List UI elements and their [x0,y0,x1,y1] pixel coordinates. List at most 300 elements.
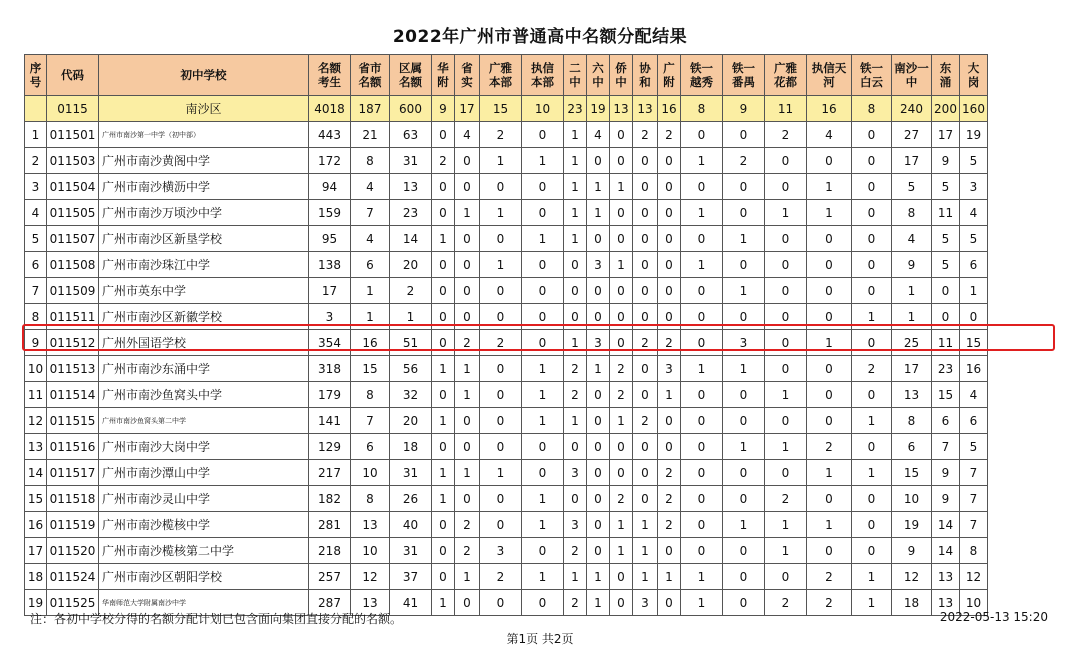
table-row [25,356,988,382]
table-cell: 0 [681,460,723,486]
table-cell: 1 [723,434,765,460]
table-cell: 31 [390,538,432,564]
table-cell: 182 [309,486,351,512]
table-cell: 0 [807,538,852,564]
table-cell: 0 [610,564,633,590]
table-cell: 2 [564,590,587,616]
table-cell: 2 [610,382,633,408]
table-cell: 8 [351,382,390,408]
table-cell: 1 [480,200,522,226]
table-cell: 19 [960,122,988,148]
table-cell: 1 [807,460,852,486]
table-cell: 2 [633,408,658,434]
table-cell: 56 [390,356,432,382]
table-cell: 1 [807,174,852,200]
table-cell: 0 [480,278,522,304]
table-cell: 0 [765,226,807,252]
table-cell: 6 [960,408,988,434]
table-cell: 1 [564,122,587,148]
table-row [25,200,988,226]
table-cell: 0 [633,148,658,174]
table-cell: 1 [564,200,587,226]
table-cell: 0 [455,226,480,252]
table-cell: 3 [633,590,658,616]
summary-cell: 23 [564,96,587,122]
table-cell: 0 [681,408,723,434]
table-cell: 0 [658,590,681,616]
table-cell: 0 [658,434,681,460]
table-cell: 0 [723,252,765,278]
table-cell: 1 [852,460,892,486]
school-name-cell: 广州市南沙第一中学（初中部） [99,122,309,148]
table-cell: 0 [723,200,765,226]
table-cell: 138 [309,252,351,278]
table-cell: 2 [658,122,681,148]
table-cell: 1 [610,408,633,434]
table-cell: 7 [960,486,988,512]
table-cell: 0 [681,174,723,200]
table-row [25,460,988,486]
column-header: 铁一 白云 [852,55,892,96]
table-cell: 37 [390,564,432,590]
table-cell: 23 [390,200,432,226]
table-cell: 25 [892,330,932,356]
table-cell: 0 [610,226,633,252]
table-cell: 0 [610,122,633,148]
table-cell: 0 [807,252,852,278]
table-cell: 0 [587,408,610,434]
table-cell: 1 [807,200,852,226]
table-cell: 0 [765,148,807,174]
table-cell: 17 [892,148,932,174]
table-cell: 3 [564,460,587,486]
table-cell: 63 [390,122,432,148]
table-cell: 1 [522,512,564,538]
table-cell: 011507 [47,226,99,252]
table-cell: 1 [522,408,564,434]
table-cell: 0 [765,174,807,200]
table-cell: 5 [892,174,932,200]
table-cell: 1 [480,460,522,486]
table-cell: 0 [723,486,765,512]
table-cell: 0 [610,304,633,330]
table-cell: 1 [587,200,610,226]
school-name-cell: 广州外国语学校 [99,330,309,356]
table-cell: 0 [522,174,564,200]
table-cell: 11 [932,330,960,356]
column-header: 华 附 [432,55,455,96]
table-cell: 2 [765,590,807,616]
table-cell: 23 [932,356,960,382]
table-cell: 3 [480,538,522,564]
table-cell: 40 [390,512,432,538]
table-cell: 0 [432,200,455,226]
table-cell: 287 [309,590,351,616]
table-cell: 1 [633,564,658,590]
table-cell: 1 [564,226,587,252]
table-cell: 10 [960,590,988,616]
summary-cell: 16 [807,96,852,122]
table-cell: 18 [892,590,932,616]
table-cell: 0 [723,590,765,616]
table-cell: 443 [309,122,351,148]
table-cell: 141 [309,408,351,434]
table-row [25,564,988,590]
table-cell: 0 [852,434,892,460]
table-cell: 0 [723,460,765,486]
table-cell: 1 [892,278,932,304]
table-cell: 13 [351,512,390,538]
table-cell: 1 [455,356,480,382]
table-cell: 51 [390,330,432,356]
table-cell: 0 [765,330,807,356]
school-name-cell: 广州市南沙区朝阳学校 [99,564,309,590]
summary-cell: 187 [351,96,390,122]
table-row [25,174,988,200]
table-cell: 2 [455,512,480,538]
table-cell: 0 [723,174,765,200]
allocation-table [24,54,988,616]
table-cell: 16 [25,512,47,538]
table-cell: 0 [658,148,681,174]
table-cell: 0 [658,174,681,200]
table-cell: 12 [892,564,932,590]
table-cell: 0 [522,200,564,226]
table-cell: 19 [25,590,47,616]
summary-cell: 600 [390,96,432,122]
table-cell: 31 [390,148,432,174]
table-cell: 5 [960,226,988,252]
table-cell: 14 [932,512,960,538]
table-cell: 0 [522,304,564,330]
table-cell: 0 [432,304,455,330]
table-cell: 17 [932,122,960,148]
table-cell: 0 [480,590,522,616]
table-cell: 0 [522,278,564,304]
summary-cell: 16 [658,96,681,122]
table-cell: 0 [658,538,681,564]
table-cell: 15 [892,460,932,486]
table-cell: 1 [587,590,610,616]
table-cell: 16 [960,356,988,382]
table-cell: 011503 [47,148,99,174]
table-cell: 10 [351,460,390,486]
table-cell: 3 [587,330,610,356]
table-cell: 2 [658,460,681,486]
table-cell: 13 [932,590,960,616]
table-cell: 10 [892,486,932,512]
table-cell: 0 [807,304,852,330]
table-cell: 18 [390,434,432,460]
table-cell: 0 [633,382,658,408]
table-cell: 2 [25,148,47,174]
table-cell: 1 [807,330,852,356]
summary-cell [25,96,47,122]
table-cell: 1 [455,382,480,408]
table-cell: 0 [852,226,892,252]
table-cell: 1 [455,564,480,590]
table-cell: 0 [610,200,633,226]
table-cell: 0 [681,330,723,356]
table-cell: 7 [25,278,47,304]
table-cell: 4 [892,226,932,252]
column-header: 二 中 [564,55,587,96]
table-cell: 0 [522,590,564,616]
summary-cell: 160 [960,96,988,122]
table-cell: 3 [309,304,351,330]
table-cell: 8 [892,200,932,226]
table-cell: 1 [610,252,633,278]
table-cell: 1 [432,356,455,382]
table-cell: 0 [432,330,455,356]
table-cell: 0 [432,278,455,304]
table-row [25,434,988,460]
table-cell: 0 [455,408,480,434]
table-cell: 0 [564,304,587,330]
table-cell: 0 [765,278,807,304]
table-cell: 0 [658,408,681,434]
table-cell: 4 [587,122,610,148]
table-row [25,512,988,538]
table-cell: 0 [852,174,892,200]
table-cell: 0 [480,512,522,538]
table-cell: 1 [522,486,564,512]
page-indicator: 第1页 共2页 [506,632,574,646]
table-cell: 0 [587,226,610,252]
column-header: 广雅 本部 [480,55,522,96]
table-cell: 2 [658,486,681,512]
table-row [25,148,988,174]
column-header: 执信天 河 [807,55,852,96]
column-header: 省 实 [455,55,480,96]
column-header: 南沙一 中 [892,55,932,96]
table-cell: 1 [852,590,892,616]
table-cell: 4 [960,382,988,408]
table-cell: 26 [390,486,432,512]
table-cell: 2 [610,486,633,512]
table-cell: 0 [432,174,455,200]
table-cell: 0 [723,564,765,590]
table-cell: 0 [633,434,658,460]
table-cell: 0 [480,356,522,382]
table-cell: 2 [765,122,807,148]
table-cell: 0 [765,460,807,486]
table-cell: 0 [723,538,765,564]
table-cell: 0 [658,304,681,330]
table-cell: 0 [587,304,610,330]
table-cell: 1 [681,590,723,616]
table-cell: 0 [480,434,522,460]
table-cell: 27 [892,122,932,148]
table-row [25,486,988,512]
table-cell: 0 [455,252,480,278]
table-cell: 0 [681,486,723,512]
table-cell: 0 [681,304,723,330]
table-cell: 12 [960,564,988,590]
table-cell: 2 [480,564,522,590]
table-cell: 0 [522,252,564,278]
column-header: 大 岗 [960,55,988,96]
table-cell: 011520 [47,538,99,564]
table-cell: 0 [455,278,480,304]
table-cell: 1 [390,304,432,330]
column-header: 省市 名额 [351,55,390,96]
table-cell: 1 [564,174,587,200]
table-cell: 0 [807,148,852,174]
summary-cell: 8 [852,96,892,122]
table-cell: 129 [309,434,351,460]
table-cell: 0 [807,408,852,434]
table-cell: 1 [432,408,455,434]
table-cell: 011518 [47,486,99,512]
table-cell: 2 [658,512,681,538]
table-cell: 1 [723,226,765,252]
table-cell: 1 [587,564,610,590]
table-cell: 0 [658,200,681,226]
table-cell: 0 [587,434,610,460]
table-cell: 2 [480,122,522,148]
table-cell: 0 [480,486,522,512]
table-cell: 0 [564,486,587,512]
school-name-cell: 广州市南沙潭山中学 [99,460,309,486]
table-cell: 4 [25,200,47,226]
table-cell: 6 [932,408,960,434]
table-cell: 5 [960,148,988,174]
table-cell: 8 [351,148,390,174]
table-cell: 0 [633,200,658,226]
table-cell: 172 [309,148,351,174]
table-cell: 0 [587,486,610,512]
table-cell: 0 [633,278,658,304]
table-cell: 1 [564,564,587,590]
table-cell: 0 [658,278,681,304]
table-cell: 0 [633,174,658,200]
table-cell: 6 [351,252,390,278]
column-header: 名额 考生 [309,55,351,96]
school-name-cell: 广州市南沙鱼窝头中学 [99,382,309,408]
district-summary-row [25,96,988,122]
table-cell: 0 [587,278,610,304]
table-cell: 0 [807,278,852,304]
table-row [25,304,988,330]
table-cell: 0 [633,356,658,382]
table-cell: 1 [610,512,633,538]
school-name-cell: 广州市南沙榄核中学 [99,512,309,538]
table-cell: 0 [681,226,723,252]
table-cell: 011517 [47,460,99,486]
table-cell: 0 [610,590,633,616]
table-cell: 0 [765,408,807,434]
column-header: 协 和 [633,55,658,96]
table-cell: 8 [892,408,932,434]
school-name-cell: 广州市南沙横沥中学 [99,174,309,200]
table-row [25,278,988,304]
table-cell: 0 [587,382,610,408]
table-cell: 011511 [47,304,99,330]
table-cell: 0 [633,226,658,252]
table-cell: 9 [25,330,47,356]
table-cell: 31 [390,460,432,486]
table-cell: 5 [932,226,960,252]
table-cell: 2 [633,122,658,148]
table-cell: 0 [587,148,610,174]
column-header: 六 中 [587,55,610,96]
table-cell: 17 [309,278,351,304]
table-cell: 3 [25,174,47,200]
table-row [25,330,988,356]
table-cell: 0 [610,460,633,486]
table-cell: 7 [932,434,960,460]
table-cell: 011512 [47,330,99,356]
table-cell: 1 [723,278,765,304]
table-cell: 1 [432,486,455,512]
table-cell: 217 [309,460,351,486]
table-cell: 17 [25,538,47,564]
table-cell: 2 [852,356,892,382]
table-cell: 13 [390,174,432,200]
table-cell: 0 [932,278,960,304]
table-cell: 5 [25,226,47,252]
table-cell: 0 [633,304,658,330]
summary-cell: 南沙区 [99,96,309,122]
table-cell: 12 [351,564,390,590]
table-cell: 4 [960,200,988,226]
table-cell: 0 [852,122,892,148]
table-cell: 0 [610,278,633,304]
column-header: 侨 中 [610,55,633,96]
table-cell: 0 [610,434,633,460]
table-cell: 0 [480,304,522,330]
table-cell: 011508 [47,252,99,278]
table-cell: 0 [455,590,480,616]
table-cell: 4 [807,122,852,148]
table-row [25,252,988,278]
table-cell: 0 [432,382,455,408]
table-cell: 2 [807,590,852,616]
table-cell: 21 [351,122,390,148]
table-cell: 1 [723,512,765,538]
table-cell: 0 [681,512,723,538]
table-cell: 0 [610,330,633,356]
table-cell: 0 [852,512,892,538]
table-cell: 1 [432,226,455,252]
table-cell: 20 [390,408,432,434]
table-cell: 318 [309,356,351,382]
table-cell: 9 [932,148,960,174]
school-name-cell: 广州市南沙大岗中学 [99,434,309,460]
school-name-cell: 广州市英东中学 [99,278,309,304]
table-cell: 5 [960,434,988,460]
school-name-cell: 广州市南沙区新徽学校 [99,304,309,330]
summary-cell: 200 [932,96,960,122]
table-cell: 011504 [47,174,99,200]
table-cell: 2 [723,148,765,174]
table-cell: 0 [432,512,455,538]
table-cell: 0 [852,252,892,278]
table-cell: 1 [892,304,932,330]
table-cell: 1 [658,382,681,408]
table-cell: 1 [658,564,681,590]
table-cell: 011524 [47,564,99,590]
table-cell: 1 [633,512,658,538]
table-cell: 1 [564,330,587,356]
table-cell: 5 [932,252,960,278]
table-cell: 2 [807,564,852,590]
table-cell: 0 [852,538,892,564]
table-cell: 14 [932,538,960,564]
table-cell: 1 [681,564,723,590]
table-cell: 0 [455,486,480,512]
